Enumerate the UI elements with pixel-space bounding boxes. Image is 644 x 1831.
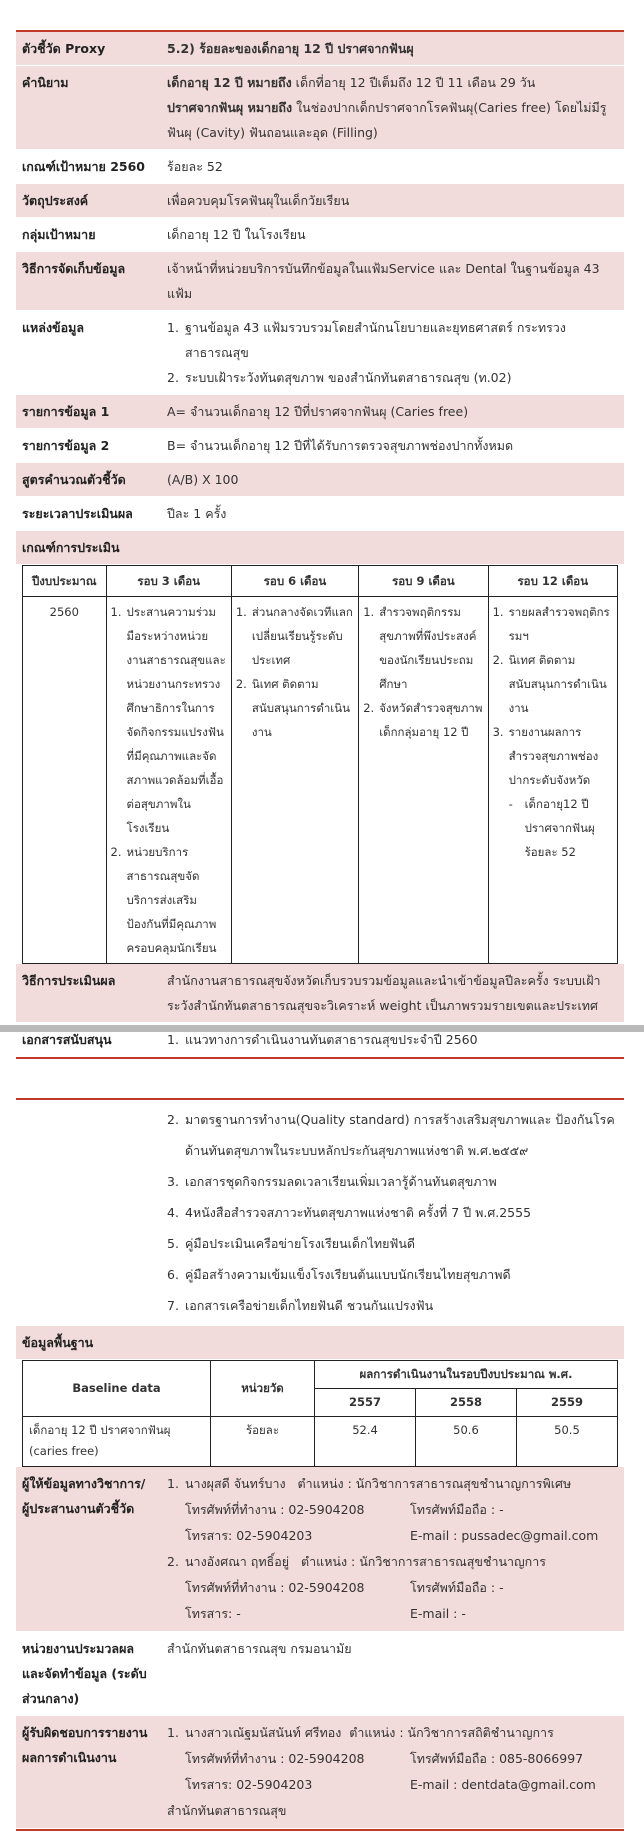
- list-item: [363, 696, 483, 744]
- definition-text-3: ฟันผุ (Cavity) ฟันถอนและอุด (Filling): [167, 125, 378, 140]
- list-item-number: 1.: [363, 605, 375, 619]
- criteria-year: 2560: [23, 597, 107, 964]
- list-item-text: เอกสารชุดกิจกรรมลดเวลาเรียนเพิ่มเวลารู้ด้านทันตสุขภาพ: [185, 1174, 497, 1189]
- contact-email: E-mail : dentdata@gmail.com: [410, 1777, 596, 1792]
- baseline-label: ข้อมูลพื้นฐาน: [22, 1335, 94, 1350]
- technical-contact-row: [16, 1467, 624, 1632]
- contact-office-phone: โทรศัพท์ที่ทำงาน : 02-5904208: [185, 1751, 365, 1766]
- contact-number: 1.: [167, 1476, 179, 1491]
- list-item-text: ระบบเฝ้าระวังทันตสุขภาพ ของสำนักทันตสาธารณสุข (ท.02): [185, 370, 512, 385]
- data-source-row: [16, 311, 624, 395]
- baseline-year-2: 2558: [415, 1389, 516, 1417]
- definition-label: คำนิยาม: [22, 75, 69, 90]
- list-item: [167, 315, 618, 365]
- contact-name: นางสาวเณัฐมนัสนันท์ ศรีทอง: [185, 1725, 342, 1740]
- list-item: [167, 1197, 618, 1228]
- list-item: [167, 1228, 618, 1259]
- contact-mobile: โทรศัพท์มือถือ : 085-8066997: [410, 1751, 584, 1766]
- list-item-number: 7.: [167, 1298, 179, 1313]
- definition-text-2: ในช่องปากเด็กปราศจากโรคฟันผุ(Caries free) โดยไม่มีรู: [292, 100, 607, 115]
- eval-method-label: วิธีการประเมินผล: [22, 973, 116, 988]
- objective-value: เพื่อควบคุมโรคฟันผุในเด็กวัยเรียน: [167, 193, 350, 208]
- criteria-header-year: ปีงบประมาณ: [23, 566, 107, 597]
- criteria-header-9m: รอบ 9 เดือน: [359, 566, 488, 597]
- contact-fax: โทรสาร: -: [185, 1606, 241, 1621]
- list-item: [167, 365, 618, 390]
- contact-mobile: โทรศัพท์มือถือ : -: [410, 1580, 504, 1595]
- criteria-label: เกณฑ์การประเมิน: [22, 540, 120, 555]
- support-docs-cont-label: [16, 1100, 161, 1325]
- eval-method-value: [161, 964, 624, 1022]
- indicator-template-table-cont: [16, 1098, 624, 1831]
- list-item-number: 3.: [167, 1174, 179, 1189]
- list-item: [493, 792, 613, 864]
- list-item-number: 2.: [492, 653, 504, 667]
- list-item-text: ประสานความร่วมมือระหว่างหน่วยงานสาธารณสุขและหน่วยงานกระทรวงศึกษาธิการในการจัดกิจกรรมแปรงฟันที่มีคุณภาพและจัดสภาพแวดล้อมที่เอื้อต่อสุขภาพในโรงเรียน: [126, 605, 226, 835]
- indicator-template-table: [16, 30, 624, 1059]
- list-item-number: 2.: [167, 370, 179, 385]
- definition-text-1: เด็กที่อายุ 12 ปีเต็มถึง 12 ปี 11 เดือน 29 วัน: [291, 75, 536, 90]
- collection-method-label: วิธีการจัดเก็บข้อมูล: [22, 261, 126, 276]
- definition-term-1: เด็กอายุ 12 ปี หมายถึง: [167, 75, 292, 90]
- list-item-text: มาตรฐานการทำงาน(Quality standard) การสร้างเสริมสุขภาพและ ป้องกันโรค: [185, 1112, 615, 1127]
- agency-row: [16, 1632, 624, 1716]
- list-item-text: สำรวจพฤติกรรมสุขภาพที่พึงประสงค์ของนักเรียนประถมศึกษา: [379, 605, 477, 691]
- baseline-header-data: Baseline data: [23, 1361, 211, 1417]
- list-item: [111, 600, 227, 840]
- list-item-text: รายงานผลการสำรวจสุขภาพช่องปากระดับจังหวัด: [508, 725, 599, 787]
- list-item-number: 4.: [167, 1205, 179, 1220]
- data-source-label: แหล่งข้อมูล: [22, 320, 85, 335]
- contact-mobile: โทรศัพท์มือถือ : -: [410, 1502, 504, 1517]
- agency-label-2: และจัดทำข้อมูล (ระดับ: [22, 1666, 147, 1681]
- baseline-header-result: ผลการดำเนินงานในรอบปีงบประมาณ พ.ศ.: [315, 1361, 618, 1389]
- target-label: เกณฑ์เป้าหมาย 2560: [22, 159, 146, 174]
- criteria-header-6m: รอบ 6 เดือน: [231, 566, 358, 597]
- reporter-label: [16, 1716, 161, 1828]
- list-item: [111, 840, 227, 960]
- list-item-text: เด็กอายุ12 ปี ปราศจากฟันผุ ร้อยละ 52: [524, 797, 595, 859]
- definition-term-2: ปราศจากฟันผุ หมายถึง: [167, 100, 293, 115]
- reporter-row: [16, 1716, 624, 1829]
- technical-contact-label-1: ผู้ให้ข้อมูลทางวิชาการ/: [22, 1476, 146, 1491]
- list-item: [493, 600, 613, 648]
- baseline-unit-cell: ร้อยละ: [211, 1417, 315, 1467]
- support-docs-cont-row: [16, 1100, 624, 1326]
- contact-number: 1.: [167, 1725, 179, 1740]
- data-item-2-row: [16, 429, 624, 463]
- list-item: [236, 600, 354, 672]
- baseline-header-unit: หน่วยวัด: [211, 1361, 315, 1417]
- list-item: [363, 600, 483, 696]
- list-item-number: 3.: [492, 725, 504, 739]
- data-source-list: [167, 315, 618, 390]
- contact-number: 2.: [167, 1554, 179, 1569]
- bottom-rule: [16, 1057, 624, 1059]
- agency-label-3: ส่วนกลาง): [22, 1691, 80, 1706]
- contact-position: ตำแหน่ง : นักวิชาการสาธารณสุขชำนาญการพิเศษ: [297, 1476, 572, 1491]
- data-item-1-value: A= จำนวนเด็กอายุ 12 ปีที่ปราศจากฟันผุ (Caries free): [167, 404, 469, 419]
- support-docs-cont-value: [161, 1100, 624, 1325]
- definition-row: [16, 66, 624, 150]
- period-row: [16, 497, 624, 531]
- contact-name: นางอังศณา ฤทธิ์อยู่: [185, 1554, 290, 1569]
- list-item-number: 1.: [167, 320, 179, 335]
- agency-label-1: หน่วยงานประมวลผล: [22, 1641, 135, 1656]
- criteria-header-3m: รอบ 3 เดือน: [106, 566, 231, 597]
- support-docs-value: [161, 1023, 624, 1056]
- list-item-text: จังหวัดสำรวจสุขภาพเด็กกลุ่มอายุ 12 ปี: [379, 701, 483, 739]
- baseline-data-line-2: (caries free): [29, 1444, 99, 1458]
- contact-position: ตำแหน่ง : นักวิชาการสาธารณสุขชำนาญการ: [301, 1554, 546, 1569]
- list-item-text: นิเทศ ติดตามสนับสนุนการดำเนินงาน: [508, 653, 607, 715]
- collection-method-row: [16, 252, 624, 311]
- collection-method-line-1: เจ้าหน้าที่หน่วยบริการบันทึกข้อมูลในแฟ้มService และ Dental ในฐานข้อมูล 43: [167, 261, 600, 276]
- eval-method-line-1: สำนักงานสาธารณสุขจังหวัดเก็บรวบรวมข้อมูลและนำเข้าข้อมูลปีละครั้ง ระบบเฝ้า: [167, 973, 601, 988]
- contact-office-phone: โทรศัพท์ที่ทำงาน : 02-5904208: [185, 1502, 365, 1517]
- list-item: [167, 1027, 618, 1052]
- technical-contact-label: [16, 1467, 161, 1631]
- list-item-number: 1.: [110, 605, 122, 619]
- list-item-text: นิเทศ ติดตามสนับสนุนการดำเนินงาน: [251, 677, 350, 739]
- list-item-text-cont: สาธารณสุข: [185, 345, 249, 360]
- list-item: [167, 1104, 618, 1166]
- list-item-number: 5.: [167, 1236, 179, 1251]
- criteria-6m-cell: [231, 597, 358, 964]
- list-item-bullet: -: [508, 797, 513, 811]
- data-item-1-row: [16, 395, 624, 429]
- list-item-number: 1.: [492, 605, 504, 619]
- support-docs-label: เอกสารสนับสนุน: [22, 1032, 112, 1047]
- list-item-text-cont: ด้านทันตสุขภาพในระบบหลักประกันสุขภาพแห่งชาติ พ.ศ.๒๕๕๙: [185, 1143, 529, 1158]
- criteria-row: [16, 531, 624, 565]
- baseline-value-2558: 50.6: [415, 1417, 516, 1467]
- support-docs-row: [16, 1023, 624, 1057]
- baseline-table: [22, 1360, 618, 1467]
- baseline-value-2559: 50.5: [516, 1417, 617, 1467]
- support-docs-list: [167, 1104, 618, 1321]
- reporter-label-1: ผู้รับผิดชอบการรายงาน: [22, 1725, 148, 1740]
- reporter-label-2: ผลการดำเนินงาน: [22, 1750, 117, 1765]
- eval-method-row: [16, 964, 624, 1023]
- contact-office-phone: โทรศัพท์ที่ทำงาน : 02-5904208: [185, 1580, 365, 1595]
- formula-row: [16, 463, 624, 497]
- criteria-table: [22, 565, 618, 964]
- list-item: [493, 648, 613, 720]
- baseline-year-3: 2559: [516, 1389, 617, 1417]
- contact-position: ตำแหน่ง : นักวิชาการสถิติชำนาญการ: [349, 1725, 554, 1740]
- contact-fax: โทรสาร: 02-5904203: [185, 1777, 313, 1792]
- list-item-number: 2.: [235, 677, 247, 691]
- baseline-year-1: 2557: [315, 1389, 416, 1417]
- objective-row: [16, 184, 624, 218]
- list-item-text: คู่มือประเมินเครือข่ายโรงเรียนเด็กไทยฟันดี: [185, 1236, 415, 1251]
- list-item: [167, 1259, 618, 1290]
- list-item-text: คู่มือสร้างความเข้มแข็งโรงเรียนต้นแบบนักเรียนไทยสุขภาพดี: [185, 1267, 511, 1282]
- criteria-9m-cell: [359, 597, 488, 964]
- contact-name: นางผุสดี จันทร์บาง: [185, 1476, 286, 1491]
- collection-method-value: [161, 252, 624, 310]
- list-item: [167, 1290, 618, 1321]
- target-group-label: กลุ่มเป้าหมาย: [22, 227, 96, 242]
- list-item-number: 2.: [110, 845, 122, 859]
- data-item-2-label: รายการข้อมูล 2: [22, 438, 110, 453]
- definition-value: [161, 66, 624, 149]
- list-item: [167, 1166, 618, 1197]
- period-label: ระยะเวลาประเมินผล: [22, 506, 133, 521]
- formula-value: (A/B) X 100: [167, 472, 239, 487]
- data-item-2-value: B= จำนวนเด็กอายุ 12 ปีที่ได้รับการตรวจสุขภาพช่องปากทั้งหมด: [167, 438, 514, 453]
- data-source-value: [161, 311, 624, 394]
- indicator-row: [16, 32, 624, 66]
- technical-contact-label-2: ผู้ประสานงานตัวชี้วัด: [22, 1501, 135, 1516]
- list-item-text: 4หนังสือสำรวจสภาวะทันตสุขภาพแห่งชาติ ครั้งที่ 7 ปี พ.ศ.2555: [185, 1205, 532, 1220]
- baseline-data-cell: [23, 1417, 211, 1467]
- list-item-number: 6.: [167, 1267, 179, 1282]
- contact-fax: โทรสาร: 02-5904203: [185, 1528, 313, 1543]
- target-group-value: เด็กอายุ 12 ปี ในโรงเรียน: [167, 227, 306, 242]
- list-item-text: หน่วยบริการสาธารณสุขจัดบริการส่งเสริมป้องกันที่มีคุณภาพครอบคลุมนักเรียน: [126, 845, 217, 955]
- data-item-1-label: รายการข้อมูล 1: [22, 404, 110, 419]
- list-item-number: 1.: [235, 605, 247, 619]
- objective-label: วัตถุประสงค์: [22, 193, 89, 208]
- collection-method-line-2: แฟ้ม: [167, 286, 193, 301]
- list-item: [236, 672, 354, 744]
- indicator-label: ตัวชี้วัด Proxy: [22, 41, 106, 56]
- list-item-text: เอกสารเครือข่ายเด็กไทยฟันดี ชวนกันแปรงฟัน: [185, 1298, 434, 1313]
- criteria-header-12m: รอบ 12 เดือน: [488, 566, 617, 597]
- formula-label: สูตรคำนวณตัวชี้วัด: [22, 472, 126, 487]
- agency-value: สำนักทันตสาธารณสุข กรมอนามัย: [167, 1641, 352, 1656]
- baseline-row: [16, 1326, 624, 1360]
- contact-email: E-mail : -: [410, 1606, 466, 1621]
- page-2: [0, 1098, 644, 1818]
- indicator-value: 5.2) ร้อยละของเด็กอายุ 12 ปี ปราศจากฟันผุ: [167, 41, 414, 56]
- reporter-value: [161, 1716, 624, 1828]
- eval-method-line-2: ระวังสำนักทันตสาธารณสุขจะวิเคราะห์ weight เป็นภาพรวมรายเขตและประเทศ: [167, 998, 598, 1013]
- list-item: [493, 720, 613, 792]
- target-group-row: [16, 218, 624, 252]
- list-item-number: 2.: [363, 701, 375, 715]
- criteria-12m-cell: [488, 597, 617, 964]
- contact-email: E-mail : pussadec@gmail.com: [410, 1528, 599, 1543]
- technical-contact-value: [161, 1467, 624, 1631]
- baseline-value-2557: 52.4: [315, 1417, 416, 1467]
- period-value: ปีละ 1 ครั้ง: [167, 506, 227, 521]
- list-item-text: ส่วนกลางจัดเวทีแลกเปลี่ยนเรียนรู้ระดับประเทศ: [251, 605, 353, 667]
- list-item-text: แนวทางการดำเนินงานทันตสาธารณสุขประจำปี 2560: [185, 1032, 478, 1047]
- target-value: ร้อยละ 52: [167, 159, 223, 174]
- criteria-3m-cell: [106, 597, 231, 964]
- table-row: [23, 1417, 618, 1467]
- list-item-number: 1.: [167, 1032, 179, 1047]
- target-row: [16, 150, 624, 184]
- list-item-number: 2.: [167, 1112, 179, 1127]
- list-item-text: ฐานข้อมูล 43 แฟ้มรวบรวมโดยสำนักนโยบายและยุทธศาสตร์ กระทรวง: [185, 320, 566, 335]
- list-item-text: รายผลสำรวจพฤติกรรมฯ: [508, 605, 610, 643]
- agency-label: [16, 1632, 161, 1715]
- baseline-data-line-1: เด็กอายุ 12 ปี ปราศจากฟันผุ: [29, 1423, 171, 1437]
- contact-organization: สำนักทันตสาธารณสุข: [167, 1803, 287, 1818]
